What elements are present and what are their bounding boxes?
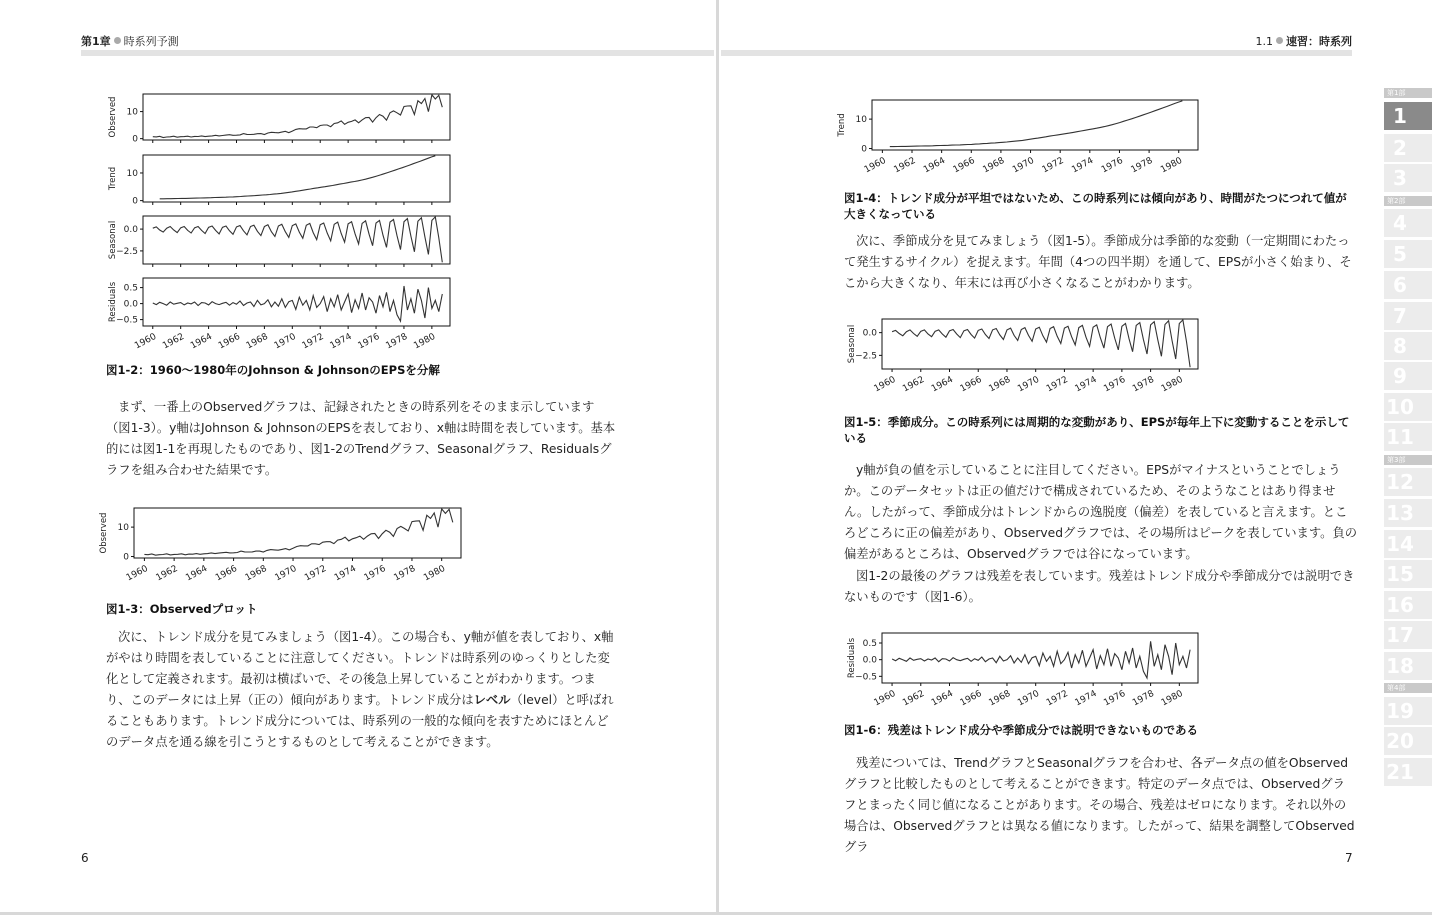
x-tick-label: 1970	[272, 331, 298, 352]
x-tick-label: 1964	[929, 688, 955, 709]
chapter-tab-number: 20	[1386, 729, 1414, 753]
y-tick-label: 10	[855, 115, 867, 126]
figure-1-6-residuals	[839, 627, 1209, 713]
residuals-ylabel: Residuals	[108, 281, 118, 323]
y-tick-label: 0	[132, 134, 138, 145]
y-tick-label: −0.5	[855, 672, 877, 683]
chapter-tab-number: 16	[1386, 593, 1414, 617]
chapter-tab-number: 19	[1386, 699, 1414, 723]
header-rule	[81, 50, 714, 56]
observed-panel	[108, 94, 450, 145]
residuals-axes-frame	[882, 633, 1198, 683]
x-tick-label: 1962	[901, 374, 927, 395]
part-label-tab: 第3部	[1384, 455, 1432, 465]
paragraph-observed: まず、一番上のObservedグラフは、記録されたときの時系列をそのまま示しています（図1-3）。y軸はJohnson & JohnsonのEPSを表しており、x軸は時間を表しています。基本的には図1-1を再現したものであり、図1-2のTrendグラフ、Seasonalグラフ、Residualsグラフを組み合わせた結果です。	[106, 400, 616, 477]
x-tick-label: 1962	[154, 563, 180, 584]
section-title: 速習：時系列	[1286, 35, 1352, 48]
y-tick-label: 0	[861, 144, 867, 155]
x-tick-label: 1980	[412, 331, 438, 352]
y-tick-label: 0	[123, 552, 129, 563]
x-tick-label: 1980	[1159, 374, 1185, 395]
chapter-tab-number: 18	[1386, 654, 1414, 678]
observed-panel	[99, 508, 461, 583]
x-tick-label: 1966	[214, 563, 239, 584]
chapter-tab-number: 9	[1393, 364, 1407, 388]
chapter-tab-number: 1	[1393, 104, 1407, 128]
header-dot-icon	[114, 37, 121, 44]
x-tick-label: 1978	[1129, 155, 1155, 176]
x-tick-label: 1962	[901, 688, 927, 709]
observed-axes-frame	[134, 508, 461, 558]
figure-1-2-decomposition	[100, 88, 460, 350]
x-tick-label: 1964	[184, 563, 210, 584]
chapter-tab-number: 21	[1386, 760, 1414, 784]
y-tick-label: 0	[132, 196, 138, 207]
seasonal-panel	[847, 319, 1198, 394]
x-tick-label: 1964	[922, 155, 948, 176]
part-label-tab: 第4部	[1384, 683, 1432, 693]
x-tick-label: 1974	[1073, 374, 1099, 395]
chapter-tab-number: 5	[1393, 242, 1407, 266]
paragraph-trend-part1: 次に、トレンド成分を見てみましょう（図1-4）。この場合も、y軸が値を表しており、x軸がやはり時間を表していることに注意してください。トレンドは時系列のゆっくりとした変化として定義されます。最初は横ばいで、その後急上昇していることがわかります。つまり、このデータには上昇（正の）傾向があります。トレンド成分は	[106, 630, 614, 707]
running-header-right	[1256, 33, 1353, 49]
chapter-title: 時系列予測	[123, 35, 179, 48]
x-tick-label: 1976	[356, 331, 382, 352]
x-tick-label: 1980	[1159, 155, 1185, 176]
y-tick-label: 10	[117, 523, 129, 534]
x-tick-label: 1962	[161, 331, 187, 352]
x-tick-label: 1968	[244, 331, 270, 352]
x-tick-label: 1972	[1044, 688, 1070, 709]
paragraph-residual-detail: 残差については、TrendグラフとSeasonalグラフを合わせ、各データ点の値をObservedグラフと比較したものとして考えることができます。特定のデータ点では、Observedグラフとまったく同じ値になることがあります。その場合、残差はゼロになります。それ以外の場合は、Observedグラフとは異なる値になります。したがって、結果を調整してObservedグラ	[844, 756, 1355, 854]
seasonal-ylabel: Seasonal	[108, 220, 118, 260]
running-header-left	[81, 33, 179, 49]
x-tick-label: 1978	[1131, 374, 1157, 395]
x-tick-label: 1968	[243, 563, 269, 584]
x-tick-label: 1976	[1102, 688, 1128, 709]
header-rule	[721, 50, 1352, 56]
chapter-label: 第1章	[81, 35, 111, 48]
header-dot-icon	[1276, 37, 1283, 44]
part-label-tab: 第2部	[1384, 196, 1432, 206]
figure-1-5-caption: 図1-5：季節成分。この時系列には周期的な変動があり、EPSが毎年上下に変動することを示している	[844, 415, 1350, 445]
x-tick-label: 1970	[1016, 374, 1042, 395]
observed-ylabel: Observed	[108, 96, 118, 138]
paragraph-trend-part2: （level）と呼ばれることもあります。トレンド成分については、時系列の一般的な傾向を表すためにほとんどのデータ点を通る線を引こうとするものとして考えることができます。	[106, 693, 614, 749]
x-tick-label: 1964	[929, 374, 955, 395]
trend-panel	[837, 100, 1198, 175]
x-tick-label: 1970	[273, 563, 299, 584]
paragraph-residuals: 図1-2の最後のグラフは残差を表しています。残差はトレンド成分や季節成分では説明できないものです（図1-6）。	[844, 569, 1355, 604]
trend-axes-frame	[872, 100, 1198, 150]
x-tick-label: 1962	[892, 155, 918, 176]
chapter-tab-number: 7	[1393, 304, 1407, 328]
x-tick-label: 1972	[1044, 374, 1070, 395]
x-tick-label: 1966	[216, 331, 242, 352]
figure-1-2-caption: 図1-2：1960〜1980年のJohnson & JohnsonのEPSを分解	[106, 363, 440, 377]
right-page	[719, 0, 1432, 912]
section-number: 1.1	[1255, 35, 1273, 48]
term-level: レベル	[473, 693, 511, 707]
x-tick-label: 1976	[1099, 155, 1125, 176]
paragraph-trend	[106, 627, 616, 753]
chapter-tab-number: 17	[1386, 623, 1414, 647]
y-tick-label: 0.5	[862, 639, 877, 649]
x-tick-label: 1978	[392, 563, 418, 584]
y-tick-label: −0.5	[116, 315, 138, 326]
x-tick-label: 1966	[951, 155, 977, 176]
left-page	[0, 0, 716, 912]
part-label-tab: 第1部	[1384, 88, 1432, 98]
residuals-panel	[847, 633, 1198, 708]
y-tick-label: 0.0	[862, 328, 877, 339]
x-tick-label: 1976	[362, 563, 388, 584]
y-tick-label: 0.0	[862, 655, 877, 666]
x-tick-label: 1960	[872, 374, 898, 395]
figure-1-3-observed	[100, 500, 472, 585]
y-tick-label: 10	[126, 107, 138, 118]
x-tick-label: 1970	[1016, 688, 1042, 709]
x-tick-label: 1972	[300, 331, 326, 352]
x-tick-label: 1978	[384, 331, 410, 352]
x-tick-label: 1980	[1159, 688, 1185, 709]
seasonal-ylabel: Seasonal	[847, 324, 857, 364]
x-tick-label: 1964	[189, 331, 214, 352]
x-tick-label: 1972	[1040, 155, 1066, 176]
residuals-panel	[108, 278, 450, 351]
figure-1-6-caption: 図1-6：残差はトレンド成分や季節成分では説明できないものである	[844, 723, 1198, 737]
x-tick-label: 1968	[987, 374, 1013, 395]
y-tick-label: 0.0	[123, 299, 138, 310]
figure-1-5-seasonal	[839, 313, 1209, 399]
x-tick-label: 1966	[958, 688, 984, 709]
paragraph-seasonal: 次に、季節成分を見てみましょう（図1-5）。季節成分は季節的な変動（一定期間にわたって発生するサイクル）を捉えます。年間（4つの四半期）を通して、EPSが小さく始まり、そこから大きくなり、年末には再び小さくなることがわかります。	[844, 234, 1352, 290]
trend-ylabel: Trend	[837, 113, 847, 137]
y-tick-label: −2.5	[116, 246, 138, 257]
x-tick-label: 1974	[328, 331, 354, 352]
x-tick-label: 1960	[862, 155, 888, 176]
x-tick-label: 1972	[303, 563, 329, 584]
x-tick-label: 1980	[422, 563, 448, 584]
page-number-right: 7	[1345, 851, 1353, 865]
residuals-ylabel: Residuals	[847, 637, 857, 679]
x-tick-label: 1968	[987, 688, 1013, 709]
chapter-tab-number: 13	[1386, 501, 1414, 525]
x-tick-label: 1970	[1011, 155, 1036, 176]
chapter-tab-number: 12	[1386, 470, 1414, 494]
seasonal-panel	[108, 216, 450, 267]
x-tick-label: 1960	[872, 688, 898, 709]
y-tick-label: 0.5	[123, 283, 138, 294]
x-tick-label: 1974	[1073, 688, 1099, 709]
x-tick-label: 1966	[958, 374, 984, 395]
figure-1-4-trend	[839, 94, 1209, 180]
trend-axes-frame	[143, 155, 450, 202]
trend-panel	[108, 155, 450, 207]
paragraph-negative: y軸が負の値を示していることに注目してください。EPSがマイナスということでしょうか。このデータセットは正の値だけで構成されているため、そのようなことはあり得ません。したがって、季節成分はトレンドからの逸脱度（偏差）を表していると言えます。ところどころに正の偏差があり、Observedグラフでは、その場所はピークを表しています。負の偏差があるところは、Observedグラフでは谷になっています。	[844, 463, 1358, 561]
x-tick-label: 1960	[124, 563, 150, 584]
chapter-tab-number: 14	[1386, 532, 1414, 556]
x-tick-label: 1976	[1102, 374, 1128, 395]
chapter-tab-number: 6	[1393, 273, 1407, 297]
observed-ylabel: Observed	[99, 512, 109, 554]
y-tick-label: 10	[126, 168, 138, 179]
chapter-tab-number: 15	[1386, 562, 1414, 586]
figure-1-3-caption: 図1-3：Observedプロット	[106, 602, 258, 616]
chapter-tab-number: 2	[1393, 136, 1407, 160]
trend-ylabel: Trend	[108, 166, 118, 191]
x-tick-label: 1978	[1131, 688, 1157, 709]
page-number-left: 6	[81, 851, 89, 865]
chapter-tab-number: 8	[1393, 334, 1407, 358]
x-tick-label: 1960	[133, 331, 159, 352]
x-tick-label: 1974	[1070, 155, 1096, 176]
chapter-tab-number: 11	[1386, 425, 1414, 449]
x-tick-label: 1968	[981, 155, 1007, 176]
chapter-tab-number: 4	[1393, 211, 1407, 235]
figure-1-4-caption: 図1-4：トレンド成分が平坦ではないため、この時系列には傾向があり、時間がたつにつれて値が大きくなっている	[844, 191, 1347, 221]
observed-axes-frame	[143, 94, 450, 140]
chapter-tab-number: 10	[1386, 395, 1414, 419]
chapter-tab-number: 3	[1393, 166, 1407, 190]
y-tick-label: 0.0	[123, 225, 138, 236]
residuals-axes-frame	[143, 278, 450, 326]
x-tick-label: 1974	[332, 563, 358, 584]
y-tick-label: −2.5	[855, 351, 877, 362]
